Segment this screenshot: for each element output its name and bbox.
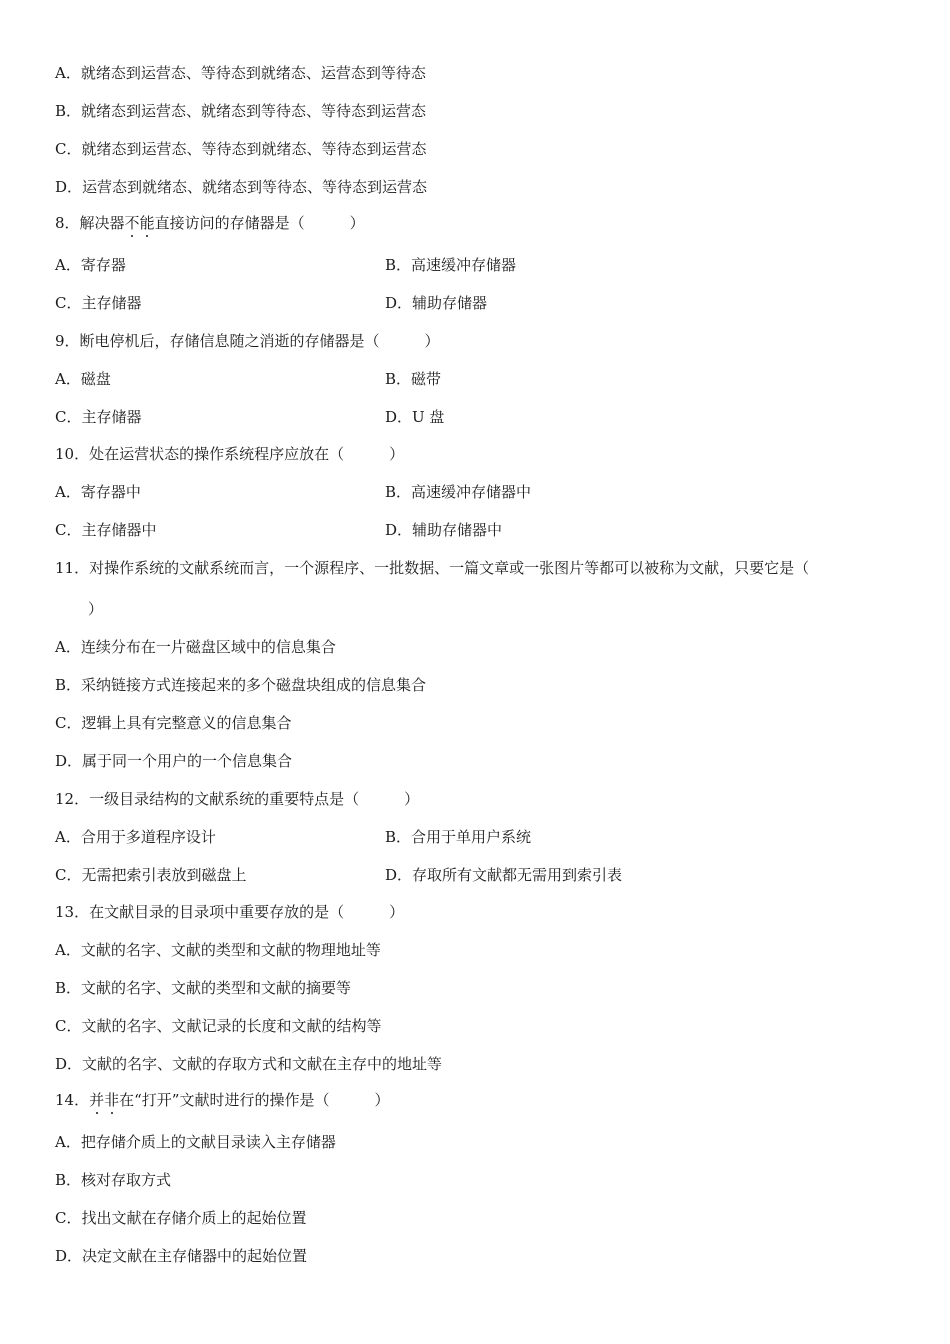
q10-option-a: A．寄存器中 xyxy=(55,483,141,501)
q7-option-c: C．就绪态到运营态、等待态到就绪态、等待态到运营态 xyxy=(55,140,427,158)
q10-option-c: C．主存储器中 xyxy=(55,521,157,539)
q8-option-a: A．寄存器 xyxy=(55,256,126,274)
q14-stem-prefix: 14． xyxy=(55,1091,90,1109)
q11-option-a: A．连续分布在一片磁盘区域中的信息集合 xyxy=(55,638,336,656)
q14-stem-suffix: 在“打开”文献时进行的操作是（ ） xyxy=(119,1091,390,1109)
q8-emphasis-char: 不 xyxy=(124,214,140,232)
q8-stem-suffix: 直接访问的存储器是（ ） xyxy=(154,214,365,232)
q12-option-b: B．合用于单用户系统 xyxy=(385,828,532,846)
q14-stem xyxy=(55,1090,389,1110)
q8-option-b: B．高速缓冲存储器 xyxy=(385,256,517,274)
q13-option-b: B．文献的名字、文献的类型和文献的摘要等 xyxy=(55,979,352,997)
q9-stem: 9．断电停机后，存储信息随之消逝的存储器是（ ） xyxy=(55,332,440,350)
q7-option-d: D．运营态到就绪态、就绪态到等待态、等待态到运营态 xyxy=(55,178,428,196)
q14-option-d: D．决定文献在主存储器中的起始位置 xyxy=(55,1247,308,1265)
q13-option-d: D．文献的名字、文献的存取方式和文献在主存中的地址等 xyxy=(55,1055,443,1073)
q8-option-c: C．主存储器 xyxy=(55,294,142,312)
q9-option-b: B．磁带 xyxy=(385,370,442,388)
q12-option-d: D．存取所有文献都无需用到索引表 xyxy=(385,866,623,884)
q13-option-c: C．文献的名字、文献记录的长度和文献的结构等 xyxy=(55,1017,382,1035)
q14-emphasis-char: 非 xyxy=(104,1091,120,1109)
q7-option-b: B．就绪态到运营态、就绪态到等待态、等待态到运营态 xyxy=(55,102,427,120)
q7-option-a: A．就绪态到运营态、等待态到就绪态、运营态到等待态 xyxy=(55,64,426,82)
q12-option-c: C．无需把索引表放到磁盘上 xyxy=(55,866,247,884)
q11-option-c: C．逻辑上具有完整意义的信息集合 xyxy=(55,714,292,732)
q11-option-d: D．属于同一个用户的一个信息集合 xyxy=(55,752,293,770)
q8-stem-prefix: 8．解决器 xyxy=(55,214,125,232)
q11-stem: 11．对操作系统的文献系统而言，一个源程序、一批数据、一篇文章或一张图片等都可以被称为文献，只要它是（ xyxy=(55,559,810,577)
q8-option-d: D．辅助存储器 xyxy=(385,294,488,312)
q8-stem xyxy=(55,213,365,233)
q14-option-b: B．核对存取方式 xyxy=(55,1171,172,1189)
q10-option-b: B．高速缓冲存储器中 xyxy=(385,483,532,501)
q8-emphasis-char: 能 xyxy=(139,214,155,232)
q13-option-a: A．文献的名字、文献的类型和文献的物理地址等 xyxy=(55,941,381,959)
q13-stem: 13．在文献目录的目录项中重要存放的是（ ） xyxy=(55,903,405,921)
q9-option-a: A．磁盘 xyxy=(55,370,111,388)
q11-option-b: B．采纳链接方式连接起来的多个磁盘块组成的信息集合 xyxy=(55,676,427,694)
q11-stem-continuation: ） xyxy=(88,600,104,618)
q14-option-a: A．把存储介质上的文献目录读入主存储器 xyxy=(55,1133,336,1151)
q9-option-c: C．主存储器 xyxy=(55,408,142,426)
q10-stem: 10．处在运营状态的操作系统程序应放在（ ） xyxy=(55,445,405,463)
q14-emphasis-char: 并 xyxy=(89,1091,105,1109)
q9-option-d: D．U 盘 xyxy=(385,408,445,426)
q14-option-c: C．找出文献在存储介质上的起始位置 xyxy=(55,1209,307,1227)
q12-stem: 12．一级目录结构的文献系统的重要特点是（ ） xyxy=(55,790,420,808)
q10-option-d: D．辅助存储器中 xyxy=(385,521,503,539)
q12-option-a: A．合用于多道程序设计 xyxy=(55,828,216,846)
